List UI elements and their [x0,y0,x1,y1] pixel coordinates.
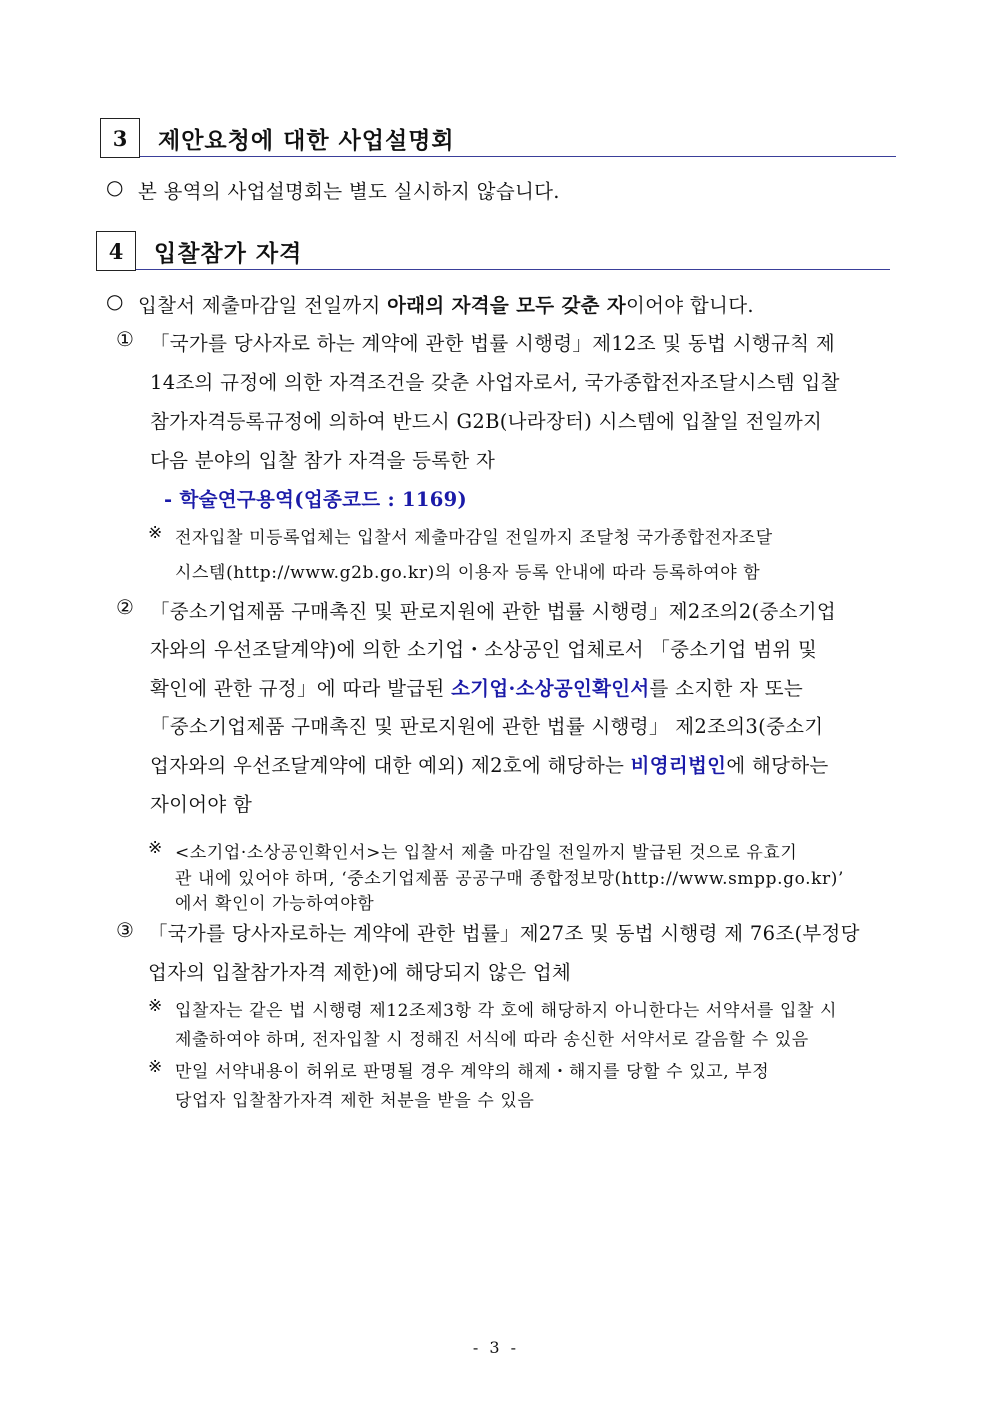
item-3-note-1-mark: ※ [148,996,163,1016]
section-4-number: 4 [96,231,136,271]
section-3-rule [140,156,896,157]
item-2-line-1: 「중소기업제품 구매촉진 및 판로지원에 관한 법률 시행령」제2조의2(중소기업 [150,600,837,623]
item-2-line-2: 자와의 우선조달계약)에 의한 소기업・소상공인 업체로서 「중소기업 범위 및 [150,638,818,661]
item-1-sub: - 학술연구용역(업종코드 : 1169) [164,488,468,511]
small-business-certificate-highlight: 소기업·소상공인확인서 [451,677,650,700]
item-1-note-line-1: 전자입찰 미등록업체는 입찰서 제출마감일 전일까지 조달청 국가종합전자조달 [175,528,773,548]
item-2-note-mark: ※ [148,838,163,858]
item-2-line-5-pre: 업자와의 우선조달계약에 대한 예외) 제2호에 해당하는 [150,754,631,777]
item-1-note-mark: ※ [148,523,163,543]
section-3-bullet: ○ [106,175,124,199]
section-4-title: 입찰참가 자격 [154,240,303,267]
item-2-line-5-post: 에 해당하는 [726,754,829,777]
section-4-intro-bullet: ○ [106,289,124,313]
section-3-title: 제안요청에 대한 사업설명회 [158,127,455,154]
item-3-note-1-line-2: 제출하여야 하며, 전자입찰 시 정해진 서식에 따라 송신한 서약서로 갈음할 수 있음 [175,1030,809,1050]
item-1-line-3: 참가자격등록규정에 의하여 반드시 G2B(나라장터) 시스템에 입찰일 전일까지 [150,410,823,433]
item-3-line-1: 「국가를 당사자로하는 계약에 관한 법률」제27조 및 동법 시행령 제 76조(부정당 [148,922,860,945]
item-2-note-line-3: 에서 확인이 가능하여야함 [175,894,375,914]
item-3-line-2: 업자의 입찰참가자격 제한)에 해당되지 않은 업체 [148,961,572,984]
item-3-note-2-mark: ※ [148,1057,163,1077]
item-3-note-1-line-1: 입찰자는 같은 법 시행령 제12조제3항 각 호에 해당하지 아니한다는 서약서를 입찰 시 [175,1001,838,1021]
section-3-number: 3 [100,118,140,158]
item-1-line-1: 「국가를 당사자로 하는 계약에 관한 법률 시행령」제12조 및 동법 시행규칙 제 [150,332,835,355]
intro-text-post: 이어야 합니다. [626,294,754,317]
item-3-note-2-line-1: 만일 서약내용이 허위로 판명될 경우 계약의 해제・해지를 당할 수 있고, 부정 [175,1062,770,1082]
item-2-line-3-post: 를 소지한 자 또는 [649,677,804,700]
intro-text-pre: 입찰서 제출마감일 전일까지 [138,294,388,317]
item-2-line-3 [150,673,803,701]
section-4-header [96,231,890,271]
item-1-note-line-2: 시스템(http://www.g2b.go.kr)의 이용자 등록 안내에 따라 등록하여야 함 [175,563,761,583]
item-2-line-5 [150,750,829,778]
section-3-text: 본 용역의 사업설명회는 별도 실시하지 않습니다. [138,180,560,203]
item-2-line-6: 자이어야 함 [150,793,253,816]
section-4-intro [138,290,754,318]
section-3-header [100,118,896,158]
item-2-marker: ② [116,595,134,619]
page-number: - 3 - [472,1338,520,1357]
intro-text-bold: 아래의 자격을 모두 갖춘 자 [387,294,627,317]
non-profit-corporation-highlight: 비영리법인 [630,754,727,777]
item-1-line-4: 다음 분야의 입찰 참가 자격을 등록한 자 [150,449,496,472]
item-1-marker: ① [116,327,134,351]
section-4-rule [136,269,890,270]
item-2-note-line-2: 관 내에 있어야 하며, ‘중소기업제품 공공구매 종합정보망(http://www.smpp.go.kr)’ [175,869,844,889]
item-2-line-3-pre: 확인에 관한 규정」에 따라 발급된 [150,677,452,700]
item-3-marker: ③ [116,918,134,942]
item-3-note-2-line-2: 당업자 입찰참가자격 제한 처분을 받을 수 있음 [175,1091,535,1111]
item-2-note-line-1: <소기업·소상공인확인서>는 입찰서 제출 마감일 전일까지 발급된 것으로 유효기 [175,843,798,863]
item-2-line-4: 「중소기업제품 구매촉진 및 판로지원에 관한 법률 시행령」 제2조의3(중소기 [150,715,824,738]
item-1-line-2: 14조의 규정에 의한 자격조건을 갖춘 사업자로서, 국가종합전자조달시스템 입찰 [150,371,840,394]
